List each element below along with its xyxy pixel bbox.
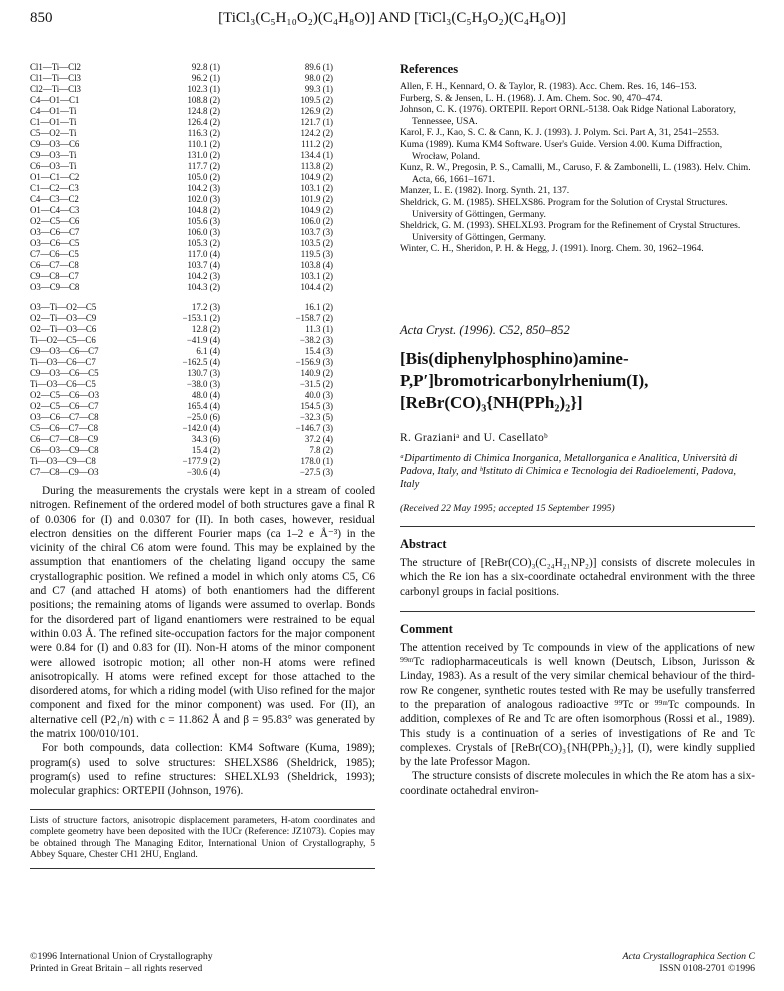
running-title: [TiCl₃(C₅H₁₀O₂)(C₄H₈O)] AND [TiCl₃(C₅H₉O₂)(C₄H₈O)] (218, 10, 566, 26)
angle-value: 103.8 (4) (300, 260, 333, 270)
table-row (30, 335, 375, 346)
page-header (30, 10, 754, 32)
angle-value: 106.0 (3) (187, 227, 220, 237)
angle-value: −32.3 (5) (299, 412, 333, 422)
table-row (30, 128, 375, 139)
angle-value: −162.5 (4) (182, 357, 220, 367)
comment-paragraph-1: The attention received by Tc compounds in view of the applications of new ⁹⁹ᵐTc radiopharmaceuticals is well known (Deutsch, Libson, Jurisson & Linday, 1983). As a result of the very similar chemical behaviour of the third-row Re congener, synthetic routes tested with Re may be usefully transferred to the preparation of analogous radioactive ⁹⁹Tc or ⁹⁹ᵐTc compounds. In addition, complexes of Re and Tc are often isomorphous (Rossi et al., 1989). This study is a continuation of a series of investigations of Re and Tc complexes. Crystals of [ReBr(CO)₃{NH(PPh₂)₂}], (I), were kindly supplied by the late Professor Magon. (400, 641, 755, 769)
atom-label: C6—C7—C8—C9 (30, 434, 99, 444)
table-row (30, 161, 375, 172)
atom-label: O1—C4—C3 (30, 205, 80, 215)
angle-value: 98.0 (2) (304, 73, 333, 83)
table-row (30, 282, 375, 293)
reference-item: Furberg, S. & Jensen, L. H. (1968). J. Am. Chem. Soc. 90, 470–474. (400, 92, 663, 104)
angle-value: 178.0 (1) (300, 456, 333, 466)
table-row (30, 205, 375, 216)
table-row (30, 172, 375, 183)
atom-label: O1—C1—C2 (30, 172, 80, 182)
angle-value: 111.2 (2) (301, 139, 333, 149)
table-row (30, 324, 375, 335)
atom-label: O3—Ti—O2—C5 (30, 302, 97, 312)
refinement-text (30, 484, 375, 799)
atom-label: C4—C3—C2 (30, 194, 79, 204)
angle-value: −41.9 (4) (186, 335, 220, 345)
angle-value: 34.3 (6) (191, 434, 220, 444)
angle-value: 103.1 (2) (300, 271, 333, 281)
atom-label: C6—O3—Ti (30, 161, 77, 171)
atom-label: O2—C5—C6—O3 (30, 390, 100, 400)
angle-value: −177.9 (2) (182, 456, 220, 466)
angle-value: 109.5 (2) (300, 95, 333, 105)
angle-value: 116.3 (2) (187, 128, 220, 138)
angle-value: 124.2 (2) (300, 128, 333, 138)
atom-label: C5—O2—Ti (30, 128, 77, 138)
angle-value: 104.2 (3) (187, 271, 220, 281)
article-title (400, 348, 755, 414)
angle-value: 108.8 (2) (187, 95, 220, 105)
atom-label: Ti—O2—C5—C6 (30, 335, 96, 345)
left-column (30, 62, 375, 869)
reference-item: Sheldrick, G. M. (1993). SHELXL93. Program for the Refinement of Crystal Structures. University of Göttingen, Germany. (400, 220, 741, 243)
table-row (30, 390, 375, 401)
reference-item: Sheldrick, G. M. (1985). SHELXS86. Program for the Solution of Crystal Structures. University of Göttingen, Germany. (400, 196, 728, 220)
angle-value: 92.8 (1) (191, 62, 220, 72)
angle-value: 126.9 (2) (300, 106, 333, 116)
angle-value: −31.5 (2) (299, 379, 333, 389)
angle-value: 134.4 (1) (300, 150, 333, 160)
angle-value: 117.0 (4) (187, 249, 220, 259)
atom-label: C1—O1—Ti (30, 117, 77, 127)
atom-label: Ti—O3—C9—C8 (30, 456, 96, 466)
atom-label: O2—Ti—O3—C6 (30, 324, 97, 334)
angle-value: 119.5 (3) (300, 249, 333, 259)
angle-value: 99.3 (1) (304, 84, 333, 94)
atom-label: Cl2—Ti—Cl3 (30, 84, 81, 94)
atom-label: C7—C8—C9—O3 (30, 467, 99, 477)
reference-item: Allen, F. H., Kennard, O. & Taylor, R. (1983). Acc. Chem. Res. 16, 146–153. (400, 81, 697, 92)
table-row (30, 139, 375, 150)
angle-value: 113.8 (2) (300, 161, 333, 171)
angle-value: 40.0 (3) (304, 390, 333, 400)
author-affiliation: ᵃDipartimento di Chimica Inorganica, Metallorganica e Analitica, Università di Padova, Italy, and ᵇIstituto di Chimica e Tecnologia dei Radioelementi, Padova, Italy (400, 452, 738, 490)
comment-divider (400, 611, 755, 612)
angle-value: 124.8 (2) (187, 106, 220, 116)
atom-label: C6—C7—C8 (30, 260, 79, 270)
table-row (30, 106, 375, 117)
angle-value: 126.4 (2) (187, 117, 220, 127)
angle-value: 154.5 (3) (300, 401, 333, 411)
angle-value: 117.7 (2) (187, 161, 220, 171)
table-row (30, 434, 375, 445)
atom-label: C4—O1—Ti (30, 106, 77, 116)
atom-label: C9—C8—C7 (30, 271, 79, 281)
angle-value: 104.9 (2) (300, 205, 333, 215)
angle-value: −27.5 (3) (299, 467, 333, 477)
atom-label: O2—C5—C6 (30, 216, 80, 226)
software-paragraph: For both compounds, data collection: KM4 Software (Kuma, 1989); program(s) used to solve structures: SHELXS86 (Sheldrick, 1985); program(s) used to refine structures: SHELXL93 (Sheldrick, 1993); molecular graphics: ORTEPII (Johnson, 1976). (30, 742, 375, 798)
atom-label: Cl1—Ti—Cl2 (30, 62, 81, 72)
angle-value: 103.1 (2) (300, 183, 333, 193)
table-row (30, 368, 375, 379)
article-authors: R. Grazianiᵃ and U. Casellatoᵇ (400, 431, 548, 444)
angle-value: 131.0 (2) (187, 150, 220, 160)
comment-heading: Comment (400, 621, 453, 636)
angle-value: 96.2 (1) (191, 73, 220, 83)
angle-value: 105.3 (2) (187, 238, 220, 248)
table-row (30, 249, 375, 260)
angle-value: 101.9 (2) (300, 194, 333, 204)
atom-label: O3—C6—C5 (30, 238, 80, 248)
atom-label: C5—C6—C7—C8 (30, 423, 99, 433)
journal-footer (400, 951, 755, 975)
angle-value: 16.1 (2) (304, 302, 333, 312)
angle-value: 165.4 (4) (187, 401, 220, 411)
page-number: 850 (30, 10, 53, 26)
angle-value: −156.9 (3) (295, 357, 333, 367)
atom-label: O2—Ti—O3—C9 (30, 313, 97, 323)
title-line-2: P,P′]bromotricarbonylrhenium(I), (400, 370, 649, 390)
title-line-3: [ReBr(CO)₃{NH(PPh₂)₂}] (400, 392, 583, 412)
angle-value: −153.1 (2) (182, 313, 220, 323)
table-row (30, 302, 375, 313)
copyright-line: ©1996 International Union of Crystallography (30, 951, 213, 962)
table-row (30, 84, 375, 95)
angle-value: 130.7 (3) (187, 368, 220, 378)
table-row (30, 238, 375, 249)
angle-value: 15.4 (2) (191, 445, 220, 455)
journal-name: Acta Crystallographica Section C (622, 951, 755, 962)
abstract-divider (400, 526, 755, 527)
angle-value: 104.8 (2) (187, 205, 220, 215)
table-row (30, 95, 375, 106)
references-list (400, 81, 755, 255)
atom-label: C9—O3—C6—C7 (30, 346, 99, 356)
angle-value: 104.2 (3) (187, 183, 220, 193)
atom-label: C7—C6—C5 (30, 249, 79, 259)
article-citation (400, 323, 755, 338)
deposition-footnote: Lists of structure factors, anisotropic displacement parameters, H-atom coordinates and complete geometry have been deposited with the IUCr (Reference: JZ1073). Copies may be obtained through The Managing Editor, International Union of Crystallography, 5 Abbey Square, Chester CH1 2HU, England. (30, 816, 375, 869)
atom-label: Ti—O3—C6—C5 (30, 379, 96, 389)
bond-angles-table (30, 62, 375, 293)
angle-value: 105.6 (3) (187, 216, 220, 226)
angle-value: 89.6 (1) (304, 62, 333, 72)
angle-value: 7.8 (2) (309, 445, 333, 455)
atom-label: C9—O3—Ti (30, 150, 77, 160)
table-row (30, 346, 375, 357)
angle-value: −158.7 (2) (295, 313, 333, 323)
table-row (30, 467, 375, 478)
comment-paragraph-2: The structure consists of discrete molecules in which the Re atom has a six-coordinate octahedral environ- (400, 770, 755, 797)
table-row (30, 62, 375, 73)
angle-value: 37.2 (4) (304, 434, 333, 444)
angle-value: 48.0 (4) (191, 390, 220, 400)
table-row (30, 271, 375, 282)
copyright-footer (30, 951, 213, 975)
atom-label: Ti—O3—C6—C7 (30, 357, 96, 367)
angle-value: −146.7 (3) (295, 423, 333, 433)
angle-value: 15.4 (3) (304, 346, 333, 356)
atom-label: C1—C2—C3 (30, 183, 79, 193)
angle-value: 12.8 (2) (191, 324, 220, 334)
atom-label: C6—O3—C9—C8 (30, 445, 99, 455)
received-dates: (Received 22 May 1995; accepted 15 September 1995) (400, 502, 615, 514)
atom-label: C4—O1—C1 (30, 95, 80, 105)
angle-value: 103.5 (2) (300, 238, 333, 248)
angle-value: 103.7 (4) (187, 260, 220, 270)
abstract-heading: Abstract (400, 536, 447, 551)
atom-label: O3—C9—C8 (30, 282, 80, 292)
table-row (30, 379, 375, 390)
atom-label: O2—C5—C6—C7 (30, 401, 99, 411)
footnote-divider (30, 809, 375, 810)
angle-value: 102.0 (3) (187, 194, 220, 204)
reference-item: Johnson, C. K. (1976). ORTEPII. Report ORNL-5138. Oak Ridge National Laboratory, Tennessee, USA. (400, 104, 736, 127)
atom-label: Cl1—Ti—Cl3 (30, 73, 81, 83)
angle-value: 121.7 (1) (300, 117, 333, 127)
references-heading: References (400, 62, 459, 76)
angle-value: −38.0 (3) (186, 379, 220, 389)
atom-label: O3—C6—C7—C8 (30, 412, 99, 422)
table-row (30, 73, 375, 84)
table-row (30, 194, 375, 205)
angle-value: −142.0 (4) (182, 423, 220, 433)
abstract-text: The structure of [ReBr(CO)₃(C₂₄H₂₁NP₂)] consists of discrete molecules in which the Re ion has a six-coordinate octahedral environment with the three carbonyl groups in facial positions. (400, 556, 755, 598)
table-row (30, 260, 375, 271)
right-column (400, 62, 755, 798)
citation-text: Acta Cryst. (1996). C52, 850–852 (400, 322, 570, 337)
torsion-angles-table (30, 302, 375, 478)
issn-line: ISSN 0108-2701 ©1996 (659, 963, 755, 974)
title-line-1: [Bis(diphenylphosphino)amine- (400, 348, 629, 368)
reference-item: Winter, C. H., Sheridon, P. H. & Hegg, J. (1991). Inorg. Chem. 30, 1962–1964. (400, 243, 704, 255)
angle-value: −30.6 (4) (186, 467, 220, 477)
refinement-paragraph: During the measurements the crystals were kept in a stream of cooled nitrogen. Refinement of the ordered model of both structures gave a final R of 0.0306 for (I) and 0.0307 for (II). In both cases, however, residual electron densities on the different Fourier maps (ca 1–2 e Å⁻³) in the vicinity of the chiral C6 atom were found. This may be explained by the assumption that enantiomers of the chelating ligand occupy the same crystallographic position. We refined a model in which only atoms C5, C6 and C7 (and attached H atoms) of both enantiomers had the different positions; the remaining atoms of ligands were assumed to overlap. Bonds for the disordered part of ligand enantiomers were restrained to be equal within 0.03 Å. The refined site-occupation factors for the major component were 0.84 for (I) and 0.83 for (II). Non-H atoms of the minor component were allowed isotropic motion; all other non-H atoms were refined anisotropically. H atoms were refined except for those attached to the disordered atoms, for which a riding model (with Uiso refined for the major component and fixed for the minor component) was used. For (II), an alternative cell (P2₁/n) with c = 11.862 Å and β = 95.83° was generated by the matrix 100/010/101. (30, 485, 375, 741)
angle-value: 104.4 (2) (300, 282, 333, 292)
comment-text (400, 641, 755, 798)
reference-item: Manzer, L. E. (1982). Inorg. Synth. 21, 137. (400, 185, 570, 197)
table-row (30, 117, 375, 128)
reference-item: Kunz, R. W., Pregosin, P. S., Camalli, M., Caruso, F. & Zambonelli, L. (1983). Helv. Chim. Acta, 66, 1661–1671. (400, 162, 751, 185)
table-row (30, 313, 375, 324)
reference-item: Kuma (1989). Kuma KM4 Software. User's Guide. Version 4.00. Kuma Diffraction, Wrocław, Poland. (400, 138, 723, 162)
table-row (30, 445, 375, 456)
table-row (30, 401, 375, 412)
angle-value: 103.7 (3) (300, 227, 333, 237)
angle-value: 106.0 (2) (300, 216, 333, 226)
angle-value: 6.1 (4) (196, 346, 220, 356)
table-row (30, 412, 375, 423)
angle-value: 102.3 (1) (187, 84, 220, 94)
angle-value: 104.9 (2) (300, 172, 333, 182)
angle-value: 17.2 (3) (191, 302, 220, 312)
table-row (30, 227, 375, 238)
atom-label: C9—O3—C6 (30, 139, 80, 149)
angle-value: 104.3 (2) (187, 282, 220, 292)
angle-value: −25.0 (6) (186, 412, 220, 422)
table-row (30, 456, 375, 467)
table-row (30, 423, 375, 434)
reference-item: Karol, F. J., Kao, S. C. & Cann, K. J. (1993). J. Polym. Sci. Part A, 31, 2541–2553. (400, 127, 720, 139)
atom-label: O3—C6—C7 (30, 227, 80, 237)
angle-value: 110.1 (2) (187, 139, 220, 149)
printed-line: Printed in Great Britain – all rights reserved (30, 963, 203, 974)
table-row (30, 216, 375, 227)
table-row (30, 183, 375, 194)
angle-value: 11.3 (1) (305, 324, 333, 334)
angle-value: 105.0 (2) (187, 172, 220, 182)
table-row (30, 357, 375, 368)
angle-value: 140.9 (2) (300, 368, 333, 378)
angle-value: −38.2 (3) (299, 335, 333, 345)
atom-label: C9—O3—C6—C5 (30, 368, 99, 378)
table-row (30, 150, 375, 161)
